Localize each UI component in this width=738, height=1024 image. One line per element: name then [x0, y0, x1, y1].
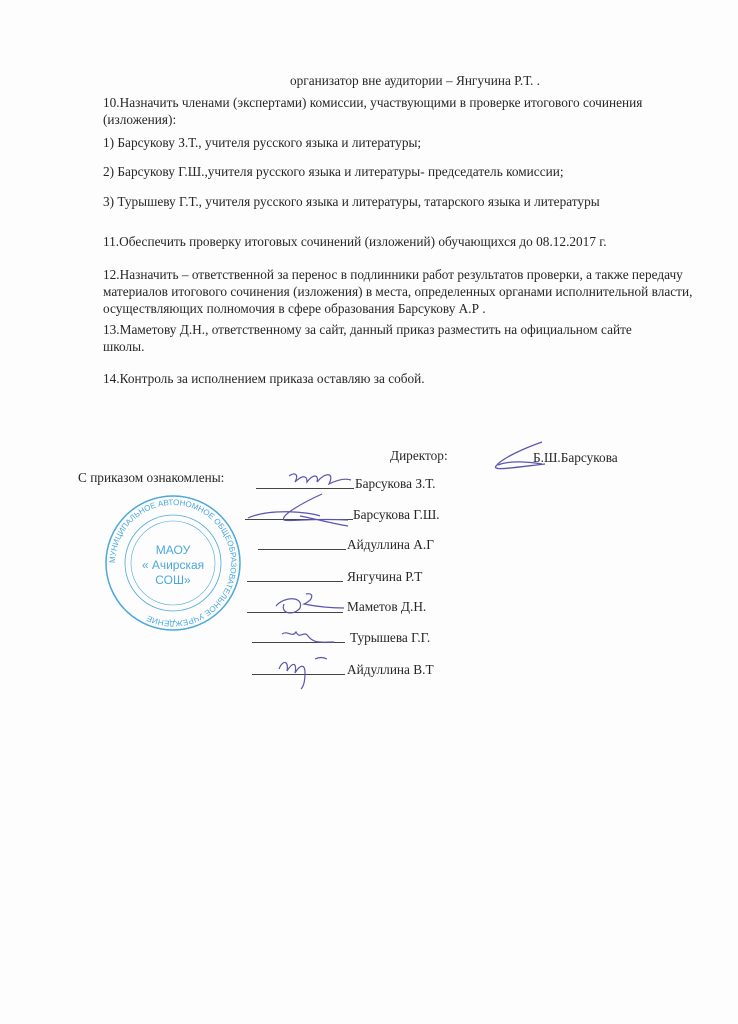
stamp-line2: « Ачирская [141, 558, 205, 572]
signatory-name: Турышева Г.Г. [350, 630, 431, 645]
signature-line [258, 549, 346, 550]
item-14: 14.Контроль за исполнением приказа оставляю за собой. [103, 371, 425, 386]
item-11: 11.Обеспечить проверку итоговых сочинений (изложений) обучающихся до 08.12.2017 г. [103, 234, 607, 249]
item-10: 10.Назначить членами (экспертами) комиссии, участвующими в проверке итогового сочинения (изложения): [103, 95, 643, 127]
stamp-ring-text: МУНИЦИПАЛЬНОЕ АВТОНОМНОЕ ОБЩЕОБРАЗОВАТЕЛЬНОЕ УЧРЕЖДЕНИЕ [107, 497, 239, 629]
signature-5 [270, 590, 346, 620]
stamp-line1: МАОУ [155, 543, 191, 557]
item-10-2: 2) Барсукову Г.Ш.,учителя русского языка и литературы- председатель комиссии; [103, 164, 564, 179]
item-12: 12.Назначить – ответственной за перенос в подлинники работ результатов проверки, а также передачу материалов итогового сочинения (изложения) в места, определенных органами исполнительной власти, осуществляющих полномочия в сфере образования Барсукову А.Р . [103, 267, 693, 316]
signature-1 [285, 468, 355, 492]
director-name: Б.Ш.Барсукова [533, 450, 618, 465]
signatory-name: Янгучина Р.Т [347, 569, 423, 584]
signatory-name: Барсукова Г.Ш. [353, 507, 440, 522]
signature-line [247, 581, 343, 582]
signature-2 [240, 490, 350, 530]
header-line: организатор вне аудитории – Янгучина Р.Т. . [290, 73, 541, 88]
stamp-line3: СОШ» [155, 573, 191, 587]
acknowledged-label: С приказом ознакомлены: [78, 470, 225, 485]
signatory-name: Айдуллина А.Г [347, 537, 434, 552]
item-10-1: 1) Барсукову З.Т., учителя русского языка и литературы; [103, 135, 422, 150]
signatory-name: Айдуллина В.Т [347, 662, 434, 677]
school-stamp [104, 494, 242, 632]
item-13: 13.Маметову Д.Н., ответственному за сайт, данный приказ разместить на официальном сайте школы. [103, 322, 632, 354]
signatory-name: Барсукова З.Т. [355, 476, 436, 491]
director-label: Директор: [390, 448, 448, 463]
signatory-name: Маметов Д.Н. [347, 599, 427, 614]
signature-7 [275, 653, 335, 691]
signature-6 [278, 626, 338, 648]
item-10-3: 3) Турышеву Г.Т., учителя русского языка и литературы, татарского языка и литературы [103, 194, 600, 209]
